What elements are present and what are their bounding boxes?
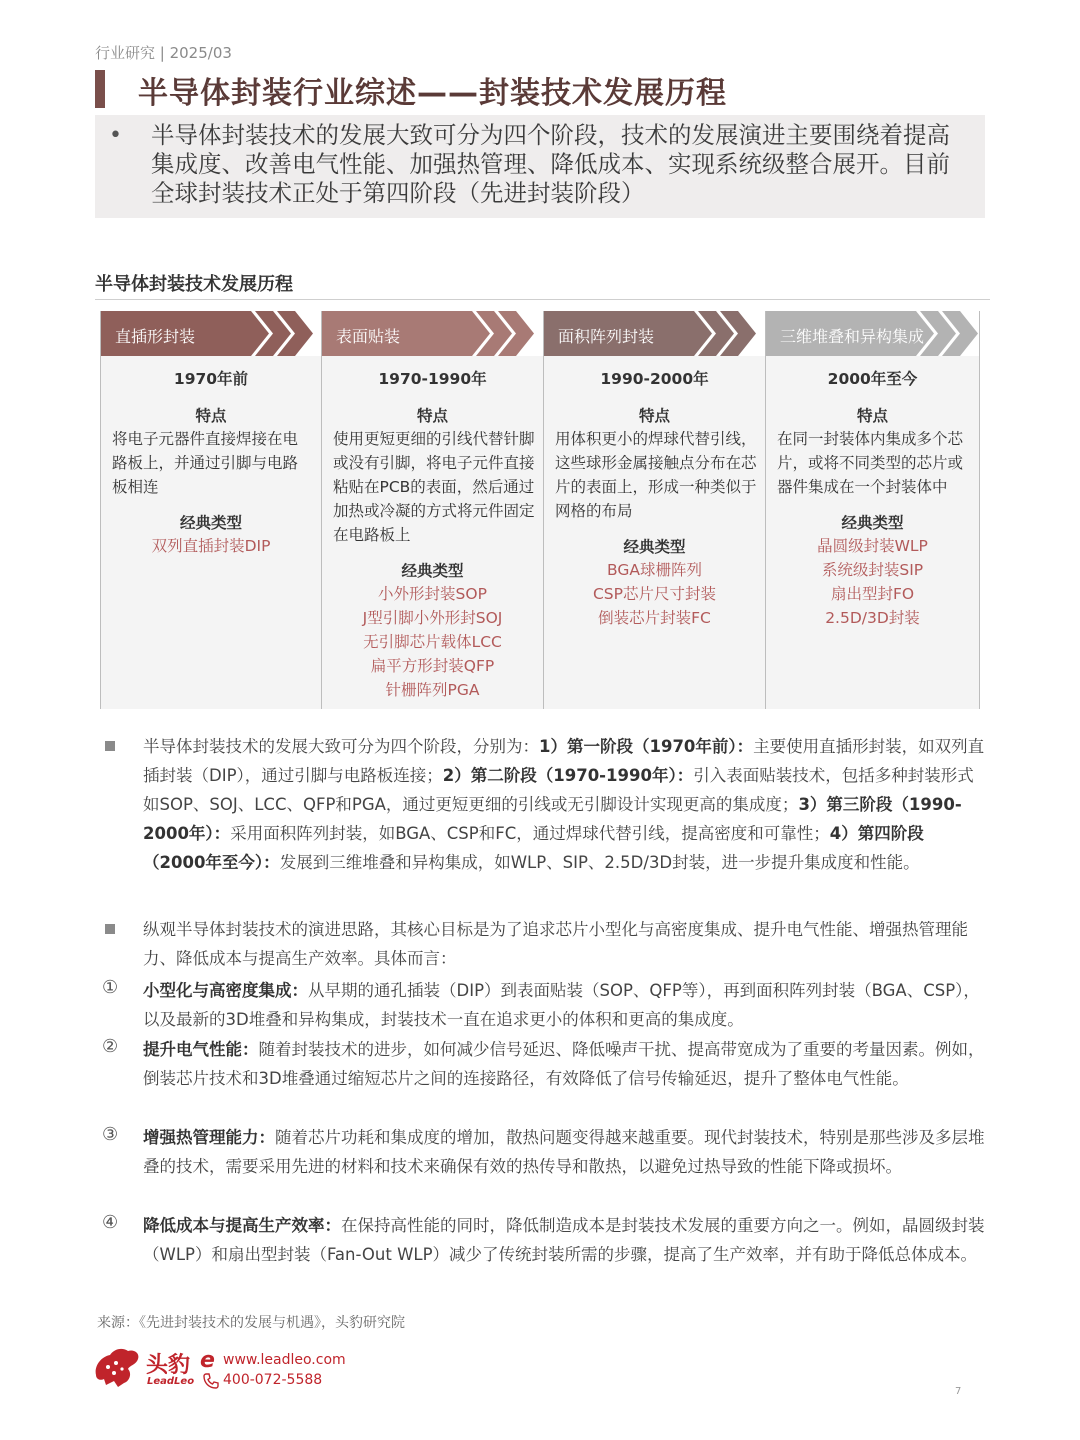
list-item (143, 1123, 985, 1181)
list-item (143, 976, 985, 1034)
bullet-dot: • (109, 123, 122, 148)
type-item: BGA球栅阵列 (607, 561, 702, 579)
stage-period: 2000年至今 (827, 370, 918, 388)
item-number: ③ (102, 1124, 119, 1145)
types-heading: 经典类型 (179, 514, 242, 532)
types-list (766, 534, 979, 630)
summary-text: 半导体封装技术的发展大致可分为四个阶段，技术的发展演进主要围绕着提高集成度、改善电气性能、加强热管理、降低成本、实现系统级整合展开。目前全球封装技术正处于第四阶段（先进封装阶段） (151, 121, 950, 207)
type-item: 扁平方形封装QFP (370, 657, 495, 675)
para-text: 发展到三维堆叠和异构集成，如WLP、SIP、2.5D/3D封装，进一步提升集成度和性能。 (279, 853, 920, 872)
feature-heading: 特点 (195, 407, 227, 425)
types-list (544, 558, 765, 630)
paragraph-stages (143, 732, 985, 877)
stage-name: 直插形封装 (115, 327, 196, 346)
page-number: 7 (955, 1386, 962, 1397)
feature-text: 在同一封装体内集成多个芯片，或将不同类型的芯片或器件集成在一个封装体中 (777, 430, 964, 496)
stage-name: 表面贴装 (336, 327, 401, 346)
item-number: ④ (102, 1212, 119, 1233)
stage-column-4 (766, 311, 980, 709)
type-item: 双列直插封装DIP (151, 537, 271, 555)
feature-heading: 特点 (856, 407, 888, 425)
item-text: 在保持高性能的同时，降低制造成本是封装技术发展的重要方向之一。例如，晶圆级封装（WLP）和扇出型封装（Fan-Out WLP）减少了传统封装所需的步骤，提高了生产效率，并有助于降低总体成本。 (143, 1216, 985, 1264)
types-heading: 经典类型 (841, 514, 904, 532)
item-title: 提升电气性能： (143, 1040, 259, 1059)
summary-box (95, 115, 985, 218)
para-bold: 3）第三阶段（1990-2000年）： (143, 795, 962, 843)
feature-text: 用体积更小的焊球代替引线，这些球形金属接触点分布在芯片的表面上，形成一种类似于网格的布局 (555, 430, 757, 520)
type-item: 晶圆级封装WLP (817, 537, 928, 555)
para-text: 采用面积阵列封装，如BGA、CSP和FC，通过焊球代替引线，提高密度和可靠性； (230, 824, 830, 843)
item-number: ② (102, 1036, 119, 1057)
types-list (101, 534, 321, 558)
square-bullet (105, 924, 115, 934)
types-heading: 经典类型 (401, 562, 464, 580)
type-item: CSP芯片尺寸封装 (592, 585, 716, 603)
type-item: 倒装芯片封装FC (598, 609, 711, 627)
type-item: J型引脚小外形封SOJ (362, 609, 503, 627)
item-text: 随着芯片功耗和集成度的增加，散热问题变得越来越重要。现代封装技术，特别是那些涉及多层堆叠的技术，需要采用先进的材料和技术来确保有效的热传导和散热，以避免过热导致的性能下降或损坏。 (143, 1128, 985, 1176)
type-item: 小外形封装SOP (378, 585, 487, 603)
stage-column-2 (322, 311, 544, 709)
paragraph-overview: 纵观半导体封装技术的演进思路，其核心目标是为了追求芯片小型化与高密度集成、提升电气性能、增强热管理能力、降低成本与提高生产效率。具体而言： (143, 920, 968, 968)
feature-heading: 特点 (416, 407, 448, 425)
item-title: 增强热管理能力： (143, 1128, 275, 1147)
report-tag: 行业研究 | 2025/03 (95, 44, 232, 62)
square-bullet (105, 741, 115, 751)
para-text: 主要使用直插形封装，如双列直插封装（DIP），通过引脚与电路板连接； (143, 737, 985, 785)
stage-period: 1970年前 (173, 370, 249, 388)
type-item: 无引脚芯片载体LCC (363, 633, 502, 651)
para-bold: 2）第二阶段（1970-1990年）： (442, 766, 694, 785)
stage-name: 三维堆叠和异构集成 (780, 327, 925, 346)
para-text: 半导体封装技术的发展大致可分为四个阶段，分别为： (143, 737, 539, 756)
stage-name: 面积阵列封装 (558, 327, 655, 346)
feature-text: 将电子元器件直接焊接在电路板上，并通过引脚与电路板相连 (112, 430, 299, 496)
item-text: 随着封装技术的进步，如何减少信号延迟、降低噪声干扰、提高带宽成为了重要的考量因素。例如，倒装芯片技术和3D堆叠通过缩短芯片之间的连接路径，有效降低了信号传输延迟，提升了整体电气性能。 (143, 1040, 985, 1088)
section-title: 半导体封装技术发展历程 (95, 274, 293, 295)
item-number: ① (102, 977, 119, 998)
type-item: 针栅阵列PGA (385, 681, 480, 699)
page-title: 半导体封装行业综述——封装技术发展历程 (138, 76, 727, 111)
feature-heading: 特点 (638, 407, 670, 425)
stage-timeline (100, 311, 980, 711)
website-link[interactable]: www.leadleo.com (223, 1352, 346, 1368)
source-note: 来源：《先进封装技术的发展与机遇》，头豹研究院 (97, 1315, 405, 1331)
phone-number: 400-072-5588 (223, 1372, 323, 1388)
title-accent-bar (95, 70, 105, 108)
type-item: 2.5D/3D封装 (825, 609, 920, 627)
list-item (143, 1035, 985, 1093)
types-heading: 经典类型 (623, 538, 686, 556)
web-e-icon: e (200, 1348, 215, 1373)
type-item: 系统级封装SIP (821, 561, 924, 579)
item-text: 从早期的通孔插装（DIP）到表面贴装（SOP、QFP等），再到面积阵列封装（BGA、CSP），以及最新的3D堆叠和异构集成，封装技术一直在追求更小的体积和更高的集成度。 (143, 981, 980, 1029)
phone-icon (203, 1373, 219, 1389)
feature-text: 使用更短更细的引线代替针脚或没有引脚，将电子元件直接粘贴在PCB的表面，然后通过加热或冷凝的方式将元件固定在电路板上 (333, 430, 535, 544)
item-title: 小型化与高密度集成： (143, 981, 308, 1000)
item-title: 降低成本与提高生产效率： (143, 1216, 341, 1235)
types-list (322, 582, 543, 702)
section-divider (95, 299, 990, 300)
stage-column-3 (544, 311, 766, 709)
para-text: 引入表面贴装技术，包括多种封装形式如SOP、SOJ、LCC、QFP和PGA，通过更短更细的引线或无引脚设计实现更高的集成度； (143, 766, 974, 814)
logo-text-cn: 头豹 (146, 1353, 191, 1378)
para-bold: 4）第四阶段（2000年至今）： (143, 824, 924, 872)
stage-column-1 (100, 311, 322, 709)
stage-period: 1990-2000年 (600, 370, 709, 388)
leopard-logo-icon (92, 1345, 142, 1389)
type-item: 扇出型封FO (830, 585, 915, 603)
list-item (143, 1211, 985, 1269)
para-bold: 1）第一阶段（1970年前）： (539, 737, 754, 756)
logo-text-en: LeadLeo (147, 1376, 195, 1387)
stage-period: 1970-1990年 (378, 370, 487, 388)
